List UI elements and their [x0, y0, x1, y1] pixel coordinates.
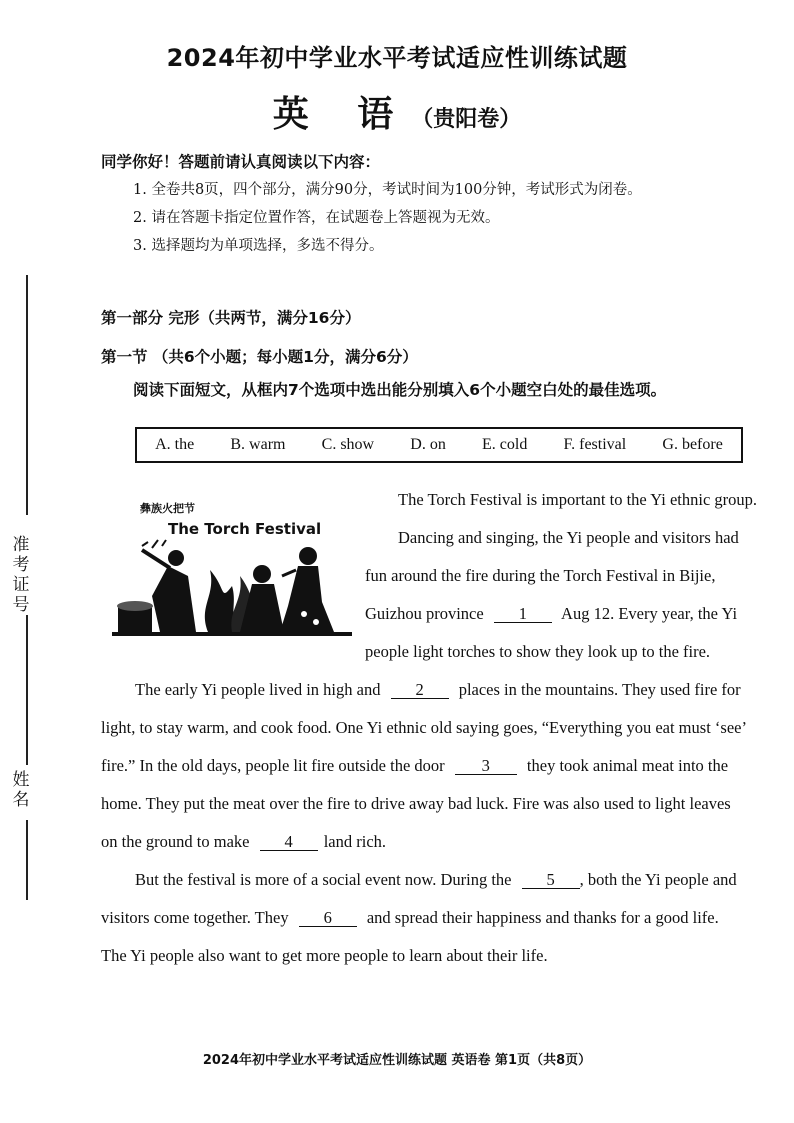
binding-line-top	[26, 275, 28, 515]
passage-text: fire.” In the old days, people lit fire outside the door	[101, 756, 445, 775]
passage-text: , both the Yi people and	[579, 870, 737, 889]
option-a: A. the	[155, 436, 195, 453]
option-g: G. before	[662, 436, 723, 453]
picture-caption-cn: 彝族火把节	[140, 502, 195, 515]
passage-line-12	[101, 908, 719, 928]
side-label-name: 姓名	[12, 770, 30, 810]
passage-text: But the festival is more of a social event now. During the	[135, 870, 512, 889]
passage-text: and spread their happiness and thanks for a good life.	[366, 908, 719, 927]
side-label-school: 准考证号	[12, 535, 30, 615]
option-f: F. festival	[563, 436, 627, 453]
passage-text: land rich.	[323, 832, 387, 851]
blank-6[interactable]: 6	[299, 910, 357, 927]
passage-text: on the ground to make	[101, 832, 250, 851]
notice-rule-2: 2. 请在答题卡指定位置作答，在试题卷上答题视为无效。	[133, 210, 500, 226]
passage-line-5: people light torches to show they look up to the fire.	[365, 642, 711, 661]
passage-line-1: The Torch Festival is important to the Yi ethnic group.	[398, 490, 758, 509]
part1-heading: 第一部分 完形（共两节，满分16分）	[101, 309, 361, 327]
passage-line-7: light, to stay warm, and cook food. One Yi ethnic old saying goes, “Everything you eat must ‘see’	[101, 718, 747, 737]
notice-greeting: 同学你好！答题前请认真阅读以下内容：	[101, 153, 381, 171]
option-c: C. show	[321, 436, 375, 453]
blank-3[interactable]: 3	[455, 758, 517, 775]
picture-caption-en: The Torch Festival	[168, 520, 322, 538]
passage-text: The early Yi people lived in high and	[135, 680, 381, 699]
passage-line-6	[135, 680, 741, 700]
notice-rule-3: 3. 选择题均为单项选择，多选不得分。	[133, 238, 384, 254]
blank-1[interactable]: 1	[494, 606, 552, 623]
passage-text: they took animal meat into the	[526, 756, 729, 775]
dancers-illustration	[112, 536, 352, 640]
passage-text: places in the mountains. They used fire for	[458, 680, 741, 699]
option-d: D. on	[410, 436, 446, 453]
option-e: E. cold	[482, 436, 528, 453]
passage-line-13: The Yi people also want to get more people to learn about their life.	[101, 946, 548, 965]
exam-title: 2024年初中学业水平考试适应性训练试题	[166, 44, 628, 72]
subject-heading	[0, 86, 794, 137]
passage-line-4	[365, 604, 737, 624]
binding-line-middle	[26, 615, 28, 765]
passage-line-3: fun around the fire during the Torch Festival in Bijie,	[365, 566, 716, 585]
blank-2[interactable]: 2	[391, 682, 449, 699]
passage-line-2: Dancing and singing, the Yi people and visitors had	[398, 528, 739, 547]
passage-text: visitors come together. They	[101, 908, 289, 927]
blank-5[interactable]: 5	[522, 872, 580, 889]
passage-text: Aug 12. Every year, the Yi	[561, 604, 738, 623]
option-b: B. warm	[230, 436, 286, 453]
passage-line-8	[101, 756, 728, 776]
binding-line-bottom	[26, 820, 28, 900]
subject-name: 英 语	[272, 94, 412, 135]
section1-instruction: 阅读下面短文，从框内7个选项中选出能分别填入6个小题空白处的最佳选项。	[133, 381, 667, 399]
page-footer: 2024年初中学业水平考试适应性训练试题 英语卷 第1页（共8页）	[202, 1053, 592, 1068]
options-box	[135, 427, 743, 463]
passage-line-9: home. They put the meat over the fire to drive away bad luck. Fire was also used to light leaves	[101, 794, 731, 813]
passage-text: Guizhou province	[365, 604, 484, 623]
subject-region: （贵阳卷）	[411, 107, 522, 132]
blank-4[interactable]: 4	[260, 834, 318, 851]
section1-heading: 第一节 （共6个小题；每小题1分，满分6分）	[101, 348, 418, 366]
passage-line-11	[135, 870, 737, 890]
passage-line-10	[101, 832, 386, 852]
torch-festival-picture	[112, 500, 352, 640]
notice-rule-1: 1. 全卷共8页，四个部分，满分90分，考试时间为100分钟，考试形式为闭卷。	[133, 182, 642, 198]
